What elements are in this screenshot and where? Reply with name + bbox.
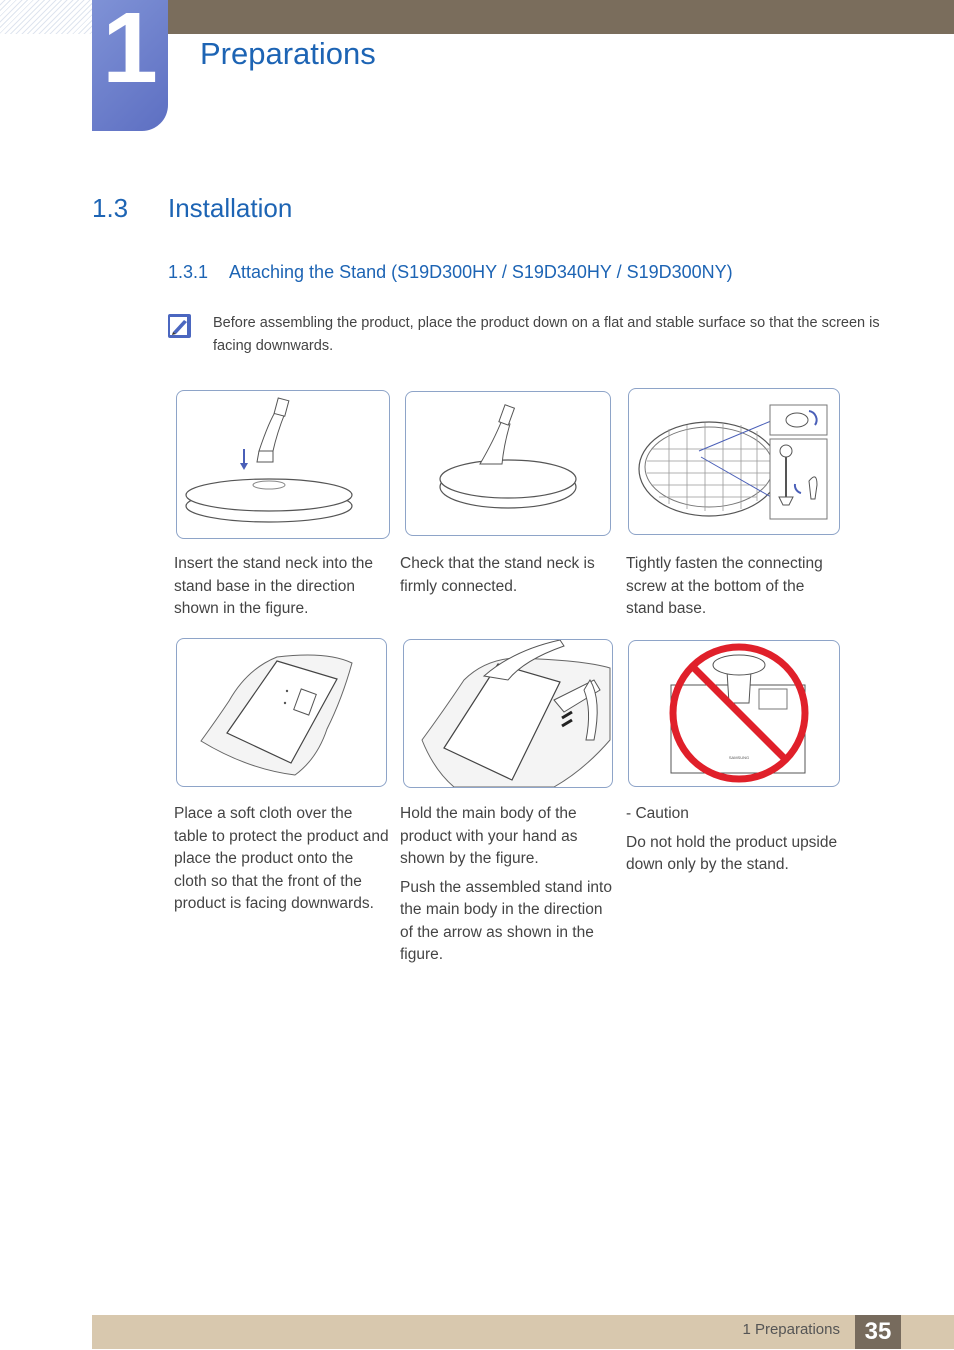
- subsection-number: 1.3.1: [168, 262, 209, 282]
- subsection-heading: [168, 262, 733, 283]
- figure-insert-neck: [176, 390, 390, 539]
- note-pencil-icon: [168, 314, 191, 338]
- step-1-caption: Insert the stand neck into the stand base in the direction shown in the figure.: [174, 555, 374, 617]
- section-number: 1.3: [92, 193, 129, 223]
- step-5-caption: Hold the main body of the product with your hand as shown by the figure. Push the assembled stand into the main body in the direction of the arrow as shown in the figure.: [400, 805, 612, 963]
- chapter-title: Preparations: [200, 36, 376, 71]
- chapter-tab: [92, 0, 168, 131]
- figure-monitor-on-cloth: [176, 638, 387, 787]
- step-2-caption: Check that the stand neck is firmly connected.: [400, 555, 595, 595]
- page-number: 35: [855, 1315, 901, 1349]
- section-title: Installation: [168, 193, 293, 223]
- section-heading: [92, 193, 292, 224]
- subsection-title: Attaching the Stand (S19D300HY / S19D340HY / S19D300NY): [229, 262, 733, 282]
- header-bar: [168, 0, 954, 34]
- step-3-caption: Tightly fasten the connecting screw at the bottom of the stand base.: [626, 555, 823, 617]
- figure-caution-prohibited: [628, 640, 840, 787]
- chapter-number: 1: [102, 0, 158, 104]
- brand-label: SAMSUNG: [728, 755, 750, 760]
- step-4-caption: Place a soft cloth over the table to protect the product and place the product onto the cloth so that the front of the product is facing downwards.: [174, 805, 389, 912]
- footer-bar: [92, 1315, 954, 1349]
- figure-fasten-screw: [628, 388, 840, 535]
- figure-push-stand: [403, 639, 613, 788]
- header-hatch-decoration: [0, 0, 92, 34]
- note-text: Before assembling the product, place the product down on a flat and stable surface so that the screen is facing downwards.: [213, 315, 880, 354]
- footer-chapter-label: 1 Preparations: [742, 1321, 840, 1338]
- step-6-caption: - Caution Do not hold the product upside down only by the stand.: [626, 805, 838, 873]
- figure-neck-connected: [405, 391, 611, 536]
